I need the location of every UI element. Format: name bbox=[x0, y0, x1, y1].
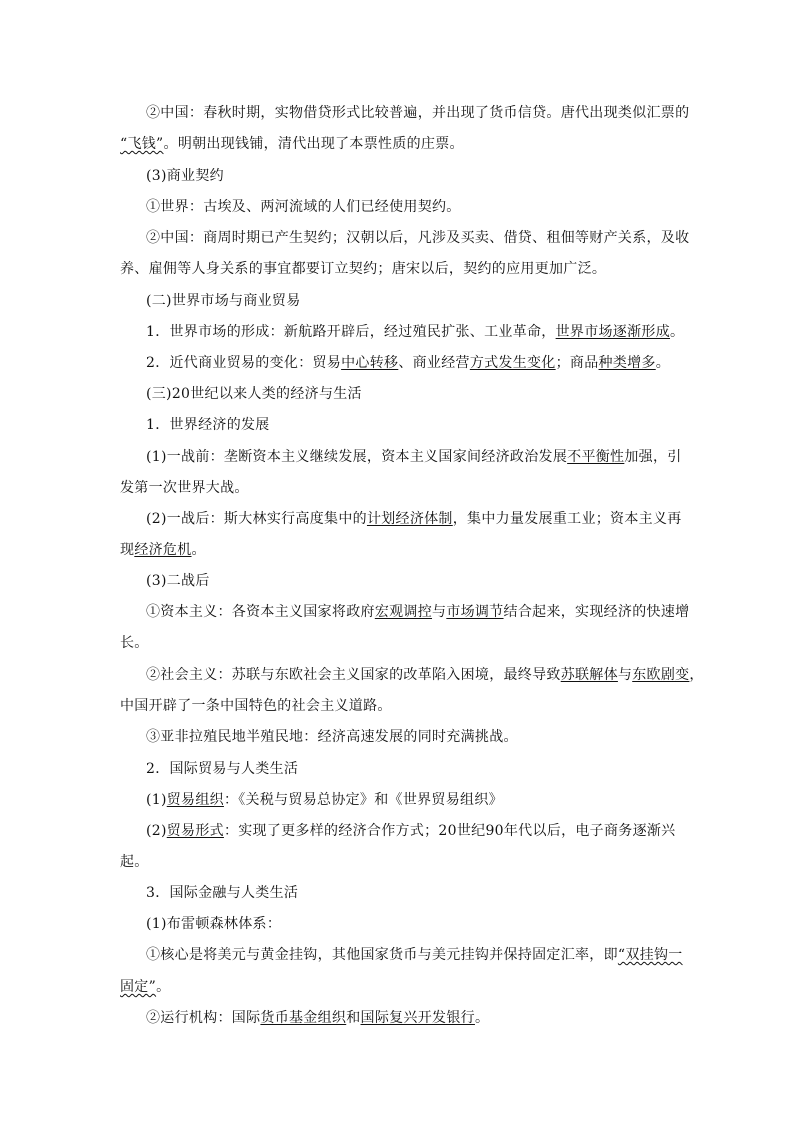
section-heading bbox=[146, 385, 362, 403]
underlined-key-term: 不平衡性 bbox=[567, 449, 625, 465]
text-line bbox=[146, 915, 281, 933]
underlined-key-term: 货币基金组织 bbox=[260, 1010, 347, 1026]
text-line bbox=[146, 760, 298, 778]
underlined-key-term: 种类增多 bbox=[598, 355, 656, 371]
text-segment: 2．近代商业贸易的变化：贸易 bbox=[146, 355, 342, 371]
text-line bbox=[146, 510, 682, 528]
text-segment: 。 bbox=[191, 542, 206, 558]
text-segment: 。 bbox=[655, 355, 671, 371]
text-line bbox=[120, 853, 149, 871]
underlined-key-term: 贸易形式 bbox=[166, 823, 224, 839]
text-segment: 和 bbox=[346, 1010, 361, 1026]
text-segment: 加强，引 bbox=[624, 449, 682, 465]
underlined-key-term: 中心转移 bbox=[341, 355, 399, 371]
text-line bbox=[120, 697, 392, 715]
text-segment: (三)20世纪以来人类的经济与生活 bbox=[146, 386, 362, 402]
underlined-key-term: 计划经济体制 bbox=[366, 511, 453, 527]
text-segment: 3．国际金融与人类生活 bbox=[146, 885, 299, 901]
underlined-key-term: 国际复兴开发银行 bbox=[360, 1010, 475, 1026]
text-segment: 发第一次世界大战。 bbox=[120, 480, 249, 496]
text-line bbox=[146, 104, 689, 122]
text-line bbox=[146, 791, 503, 809]
text-line bbox=[146, 1009, 489, 1027]
text-segment: 养、雇佣等人身关系的事宜都要订立契约；唐宋以后，契约的应用更加广泛。 bbox=[120, 261, 607, 277]
text-segment: 。 bbox=[474, 1010, 490, 1026]
text-segment: ①资本主义：各资本主义国家将政府 bbox=[146, 604, 375, 620]
wavy-underlined-term: 固定” bbox=[120, 979, 157, 995]
text-segment: ②社会主义：苏联与东欧社会主义国家的改革陷入困境，最终导致 bbox=[146, 667, 561, 683]
text-segment: (1)一战前：垄断资本主义继续发展，资本主义国家间经济政治发展 bbox=[146, 449, 568, 465]
underlined-key-term: 东欧剧变 bbox=[632, 667, 690, 683]
text-segment: ②中国：春秋时期，实物借贷形式比较普遍，并出现了货币信贷。唐代出现类似汇票的 bbox=[146, 105, 690, 121]
text-segment: 、商业经营 bbox=[398, 355, 470, 371]
text-segment: 现 bbox=[120, 542, 135, 558]
text-segment: 与 bbox=[617, 667, 633, 683]
text-segment: (二)世界市场与商业贸易 bbox=[146, 293, 301, 309]
text-segment: 2．国际贸易与人类生活 bbox=[146, 761, 299, 777]
text-line bbox=[120, 978, 170, 996]
text-line bbox=[120, 135, 464, 153]
text-segment: 1．世界经济的发展 bbox=[146, 417, 270, 433]
text-segment: ；商品 bbox=[555, 355, 599, 371]
section-heading bbox=[146, 292, 301, 310]
text-line bbox=[146, 198, 461, 216]
text-segment: (2)一战后：斯大林实行高度集中的 bbox=[146, 511, 367, 527]
wavy-underlined-term: “飞钱” bbox=[120, 136, 164, 152]
text-line bbox=[120, 479, 249, 497]
underlined-key-term: 苏联解体 bbox=[560, 667, 618, 683]
text-segment: 中国开辟了一条中国特色的社会主义道路。 bbox=[120, 698, 392, 714]
text-line bbox=[146, 822, 675, 840]
text-segment: ， bbox=[689, 667, 704, 683]
text-segment: ①世界：古埃及、两河流域的人们已经使用契约。 bbox=[146, 199, 461, 215]
text-segment: 与 bbox=[432, 604, 447, 620]
text-line bbox=[146, 884, 298, 902]
text-segment: 。 bbox=[670, 324, 685, 340]
text-segment: ，集中力量发展重工业；资本主义再 bbox=[452, 511, 682, 527]
underlined-key-term: 世界市场逐渐形成 bbox=[555, 324, 671, 340]
text-segment: 。明朝出现钱铺，清代出现了本票性质的庄票。 bbox=[163, 136, 464, 152]
underlined-key-term: 宏观调控 bbox=[374, 604, 433, 620]
text-segment: (2) bbox=[146, 823, 167, 839]
underlined-key-term: 贸易组织 bbox=[166, 792, 224, 808]
underlined-key-term: 市场调节 bbox=[446, 604, 504, 620]
text-line bbox=[146, 448, 682, 466]
text-line bbox=[146, 167, 224, 185]
text-segment: ③亚非拉殖民地半殖民地：经济高速发展的同时充满挑战。 bbox=[146, 729, 518, 745]
text-line bbox=[120, 260, 606, 278]
text-segment: 结合起来，实现经济的快速增 bbox=[503, 604, 690, 620]
wavy-underlined-term: “双挂钩一 bbox=[617, 947, 683, 963]
text-line bbox=[146, 603, 689, 621]
text-line bbox=[146, 666, 704, 684]
text-line bbox=[146, 572, 210, 590]
underlined-key-term: 方式发生变化 bbox=[469, 355, 556, 371]
text-line bbox=[120, 634, 149, 652]
text-segment: 起。 bbox=[120, 854, 149, 870]
text-segment: (3)二战后 bbox=[146, 573, 210, 589]
text-segment: (3)商业契约 bbox=[146, 168, 224, 184]
text-segment: ：实现了更多样的经济合作方式；20世纪90年代以后，电子商务逐渐兴 bbox=[223, 823, 676, 839]
text-segment: ①核心是将美元与黄金挂钩，其他国家货币与美元挂钩并保持固定汇率，即 bbox=[146, 947, 618, 963]
text-line bbox=[146, 354, 670, 372]
text-segment: (1) bbox=[146, 792, 167, 808]
text-line bbox=[146, 416, 270, 434]
text-segment: (1)布雷顿森林体系： bbox=[146, 916, 282, 932]
text-line bbox=[146, 229, 689, 247]
text-line bbox=[146, 728, 518, 746]
text-segment: ：《关税与贸易总协定》和《世界贸易组织》 bbox=[223, 792, 503, 808]
text-segment: ②运行机构：国际 bbox=[146, 1010, 261, 1026]
text-segment: ②中国：商周时期已产生契约；汉朝以后，凡涉及买卖、借贷、租佃等财产关系，及收 bbox=[146, 230, 690, 246]
underlined-key-term: 经济危机 bbox=[134, 542, 192, 558]
text-line bbox=[146, 323, 684, 341]
text-line bbox=[120, 541, 206, 559]
text-segment: 1．世界市场的形成：新航路开辟后，经过殖民扩张、工业革命， bbox=[146, 324, 556, 340]
text-segment: 。 bbox=[156, 979, 171, 995]
text-line bbox=[146, 946, 683, 964]
text-segment: 长。 bbox=[120, 635, 149, 651]
